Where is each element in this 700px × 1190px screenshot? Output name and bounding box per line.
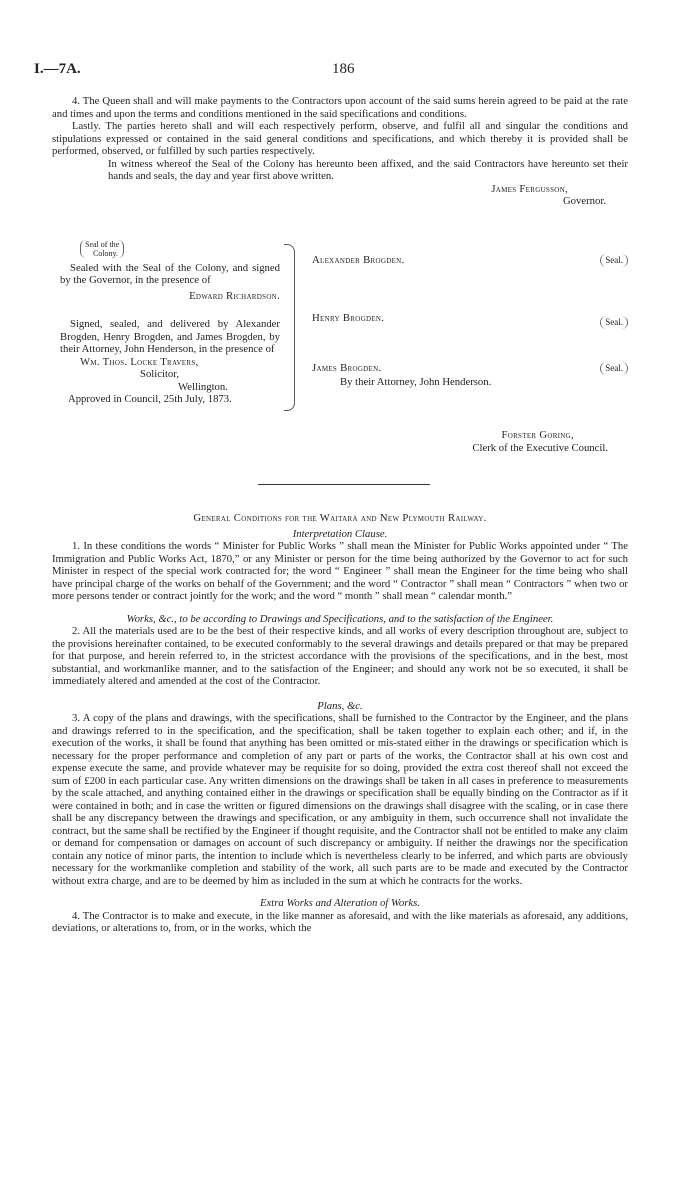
colony-seal [60,240,280,260]
clerk-name: Forster Goring, [501,429,574,441]
heading-plans: Plans, &c. [317,699,363,712]
seal-james: Seal. [600,362,628,375]
approved-in-council: Approved in Council, 25th July, 1873. [68,393,232,405]
witness-edward-richardson: Edward Richardson. [189,289,280,302]
left-column [60,240,280,406]
witness-travers-name: Wm. Thos. Locke Travers, [80,355,199,368]
condition-2: 2. All the materials used are to be the best of their respective kinds, and all works of every description throughout are, subject to the provisions hereinafter contained, to be executed conformably to the several drawings and details prepared or that may be prepared for that purpose, and herein referred to, in the strictest accordance with the provisions of the specifications, and in the best, most substantial, and workmanlike manner, and to the satisfaction of the Engineer; and should any work not be so executed, it shall be immediately altered and amended at the cost of the Contractor. [52,625,628,687]
attorney-line: By their Attorney, John Henderson. [340,376,492,388]
witness-travers-place: Wellington. [178,380,228,393]
condition-3: 3. A copy of the plans and drawings, with the specifications, shall be furnished to the Contractor by the Engineer, and the plans and drawings referred to in the specification, and the specification, shall be taken together to explain each other; and if, in the execution of the works, it shall be found that anything has been omitted or mis-stated either in the drawings or specification which is necessary for the proper performance and completion of any part or parts of the works, the Contractor shall at his own cost and expense execute the same, and provide whatever may be requisite for so doing, provided the extra cost thereof shall not exceed the sum of £200 in each particular case. Any written dimensions on the drawings shall be taken in all cases in preference to measurements by the scale attached, and anything contained either in the drawings or specification shall be equally binding on the Contractor as if it were contained in both; and in case the written or figured dimensions on the drawings shall disagree with the scaling, or in case there shall be any discrepancy between the drawings and specification, or any ambiguity in them, such occurrence shall not invalidate the contract, but the same shall be rectified by the Engineer if thought requisite, and the Contractor shall not be entitled to make any claim or demand for compensation or damages on account of such discrepancy or ambiguity. If neither the drawings nor the specification contain any notice of minor parts, the intention to include which is nevertheless clearly to be inferred, and which parts are obviously necessary for the workmanlike completion and stability of the work, all such parts are to be made and executed by the Contractor without extra charge, and are to be deemed by him as included in the sum at which he contracts for the works. [52,712,628,887]
heading-interpretation: Interpretation Clause. [292,527,388,540]
agreement-text [52,95,628,208]
signed-statement: Signed, sealed, and delivered by Alexander Brogden, Henry Brogden, and James Brogden, by their Attorney, John Henderson, in the presence of [60,318,280,355]
document-reference: I.—7A. [34,61,81,77]
seal-line-2: Colony. [93,249,119,258]
contractor-james-name: James Brogden. [312,362,382,374]
witness-travers-role: Solicitor, [140,368,180,380]
clerk-block [392,429,608,454]
colony-seal-mark [80,240,124,258]
conditions-title: General Conditions for the Waitara and New Plymouth Railway. [193,512,487,524]
signature-brace [284,244,295,411]
general-conditions [52,512,628,935]
governor-title: Governor. [562,195,606,207]
signature-block [52,240,628,460]
page-number: 186 [332,61,355,77]
agreement-lastly: Lastly. The parties hereto shall and will each respectively perform, observe, and fulfil all and singular the conditions and stipulations expressed or contained in the said general conditions and specifications, and which thereby it is provided shall be performed, observed, or fulfilled by such parties respectively. [52,120,628,157]
heading-extra-works: Extra Works and Alteration of Works. [260,897,420,909]
contractor-henry [312,312,628,325]
section-divider [258,484,430,485]
agreement-clause-4: 4. The Queen shall and will make payments to the Contractors upon account of the said sums herein agreed to be paid at the rate and times and upon the terms and conditions mentioned in the said specifications and conditions. [52,95,628,120]
clerk-title: Clerk of the Executive Council. [472,441,608,454]
contractor-alexander-name: Alexander Brogden. [312,254,405,266]
contractor-james [312,362,628,375]
agreement-witness: In witness whereof the Seal of the Colony has hereunto been affixed, and the said Contractors have hereunto set their hands and seals, the day and year first above written. [108,157,628,182]
seal-line-1: Seal of the [85,240,120,249]
heading-works: Works, &c., to be according to Drawings and Specifications, and to the satisfaction of the Engineer. [126,612,554,625]
sealed-statement: Sealed with the Seal of the Colony, and signed by the Governor, in the presence of [60,261,280,286]
page-header [34,63,674,79]
condition-1: 1. In these conditions the words “ Minister for Public Works ” shall mean the Minister for Public Works appointed under “ The Immigration and Public Works Act, 1870,” or any Minister or person for the time being authorized by the Governor to act for such Minister in respect of the special work contracted for; the word “ Engineer ” shall mean the Engineer for the time being who shall have principal charge of the works on behalf of the Government; and the word “ Contractor ” shall mean “ Contractors ” when two or more persons tender or contract jointly for the work; and the word “ month ” shall mean “ calendar month.” [52,540,628,602]
condition-4: 4. The Contractor is to make and execute, in the like manner as aforesaid, and with the like materials as aforesaid, any additions, deviations, or alterations to, from, or in the works, which the [52,909,628,934]
contractor-alexander [312,254,628,267]
seal-henry: Seal. [600,316,628,329]
governor-name: James Fergusson, [491,182,568,195]
contractor-henry-name: Henry Brogden. [312,312,385,324]
seal-alexander: Seal. [600,254,628,267]
